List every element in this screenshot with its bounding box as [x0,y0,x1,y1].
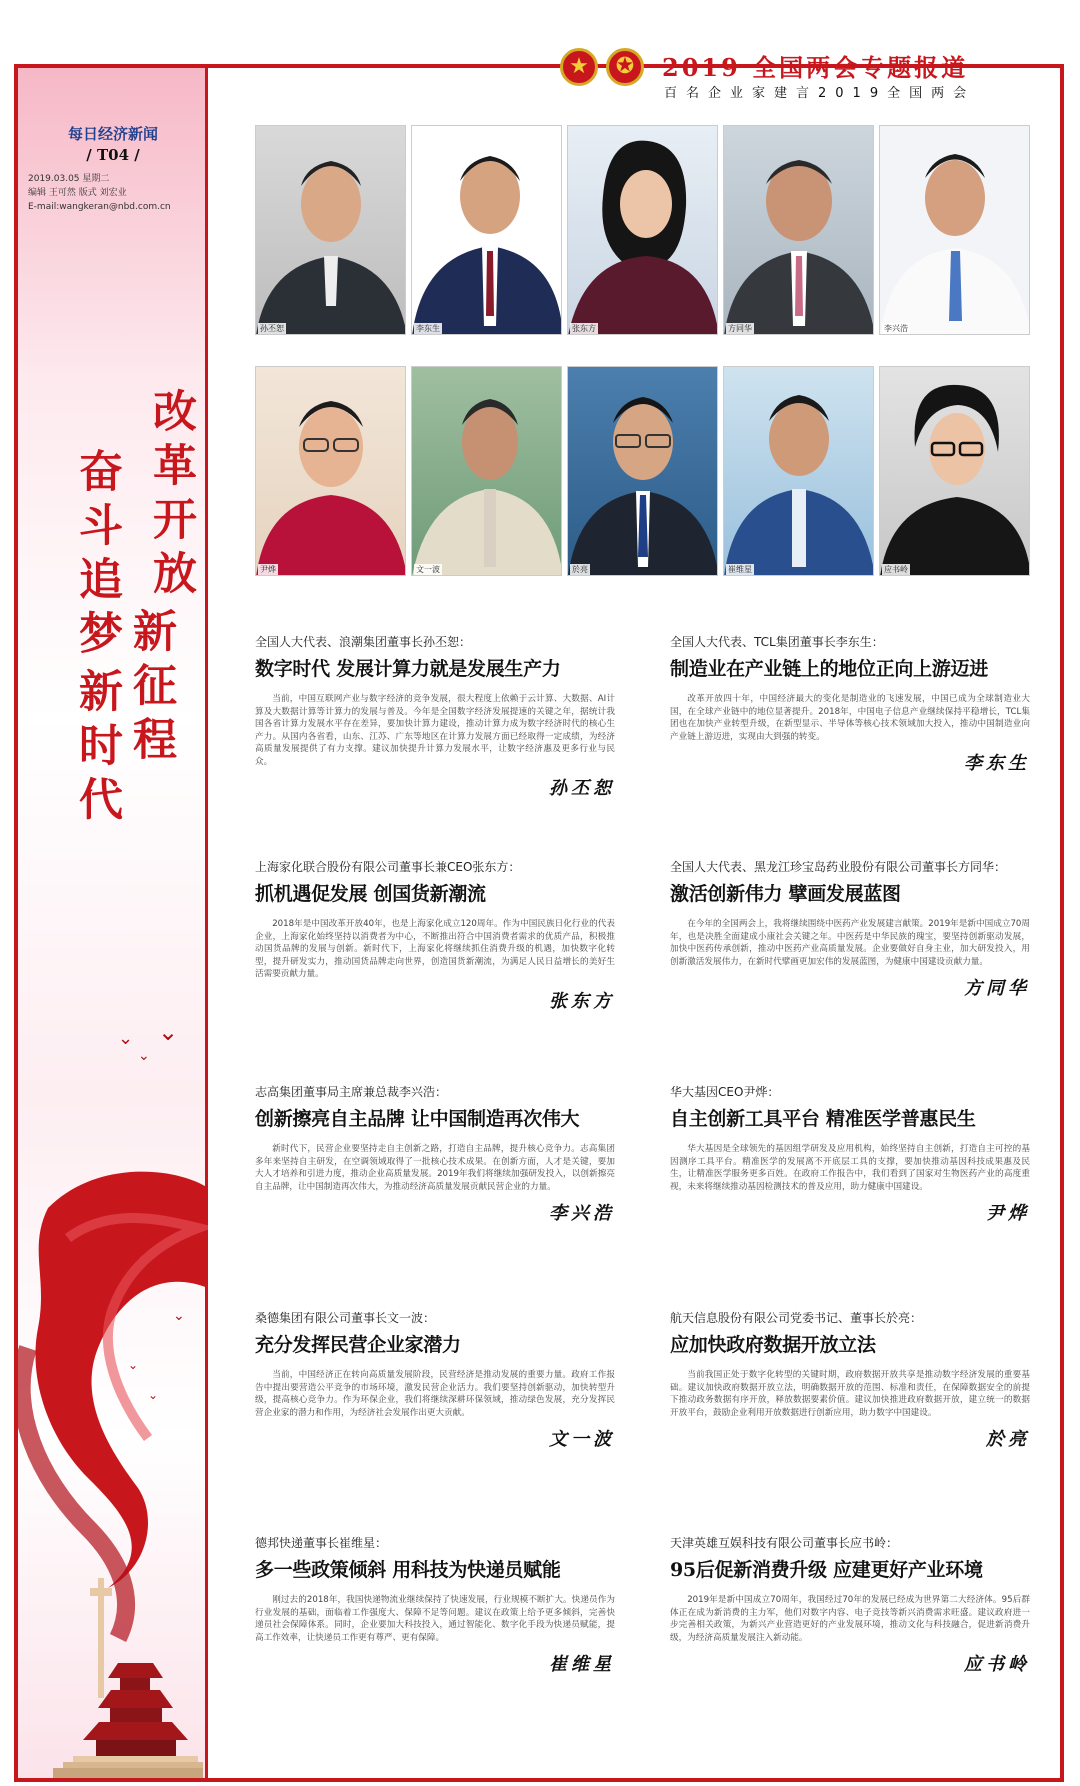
portrait-zhang-dongfang [567,125,718,335]
portrait-cui-weixing [723,366,874,576]
article-yu-liang [670,1309,1030,1451]
article-author: 华大基因CEO尹烨： [670,1085,780,1099]
bird-icon: ⌄ [158,1018,179,1046]
editor-email: E-mail:wangkeran@nbd.com.cn [28,202,171,212]
article-body: 华大基因是全球领先的基因组学研发及应用机构，始终坚持自主创新，打造自主可控的基因测序工具平台。精准医学的发展离不开底层工具的支撑，要加快推动基因科技成果惠及民生，让精准医学服务更多百姓。在政府工作报告中，我们看到了国家对生物医药产业的高度重视，未来将继续推动基因检测技术的普及应用，助力健康中国建设。 [670,1144,1030,1192]
article-author: 桑德集团有限公司董事长文一波： [255,1311,436,1325]
article-title: 抓机遇促发展 创国货新潮流 [255,883,486,905]
article-title: 充分发挥民营企业家潜力 [255,1334,461,1356]
portrait-wen-yibo [411,366,562,576]
bird-icon: ⌄ [138,1048,150,1064]
portrait-li-xinghao [879,125,1030,335]
person-icon [880,367,1030,576]
person-icon [412,367,562,576]
page-number: / T04 / [86,146,140,164]
cppcc-emblem-icon: ✪ [606,48,644,86]
article-signature: 孙丕恕 [549,778,615,799]
photo-caption: 文一波 [416,565,440,574]
article-author: 全国人大代表、黑龙江珍宝岛药业股份有限公司董事长方同华： [670,860,1007,874]
article-signature: 方同华 [964,978,1030,999]
article-body: 刚过去的2018年，我国快递物流业继续保持了快速发展，行业规模不断扩大。快递员作为行业发展的基础，面临着工作强度大、保障不足等问题。建议在政策上给予更多倾斜，完善快递员社会保障体系。同时，企业要加大科技投入，通过智能化、数字化手段为快递员赋能，提高工作效率，让快递员工作更有尊严、更有保障。 [255,1595,615,1643]
article-ying-shuling [670,1534,1030,1676]
person-icon [568,367,718,576]
editors: 编辑 王可然 版式 刘宏业 [28,188,127,198]
slogan-strive: 奋斗追梦 [71,448,122,664]
article-title: 创新擦亮自主品牌 让中国制造再次伟大 [255,1108,580,1130]
article-signature: 於亮 [986,1429,1030,1450]
article-signature: 崔维星 [549,1654,615,1675]
article-body: 当前我国正处于数字化转型的关键时期，政府数据开放共享是推动数字经济发展的重要基础。建议加快政府数据开放立法，明确数据开放的范围、标准和责任，在保障数据安全的前提下推动政务数据有序开放，释放数据要素价值。建议加快推进政府数据开放，建立统一的数据开放平台，鼓励企业利用开放数据进行创新应用，助力数字中国建设。 [670,1370,1030,1418]
article-signature: 李东生 [964,753,1030,774]
article-body: 在今年的全国两会上，我将继续围绕中医药产业发展建言献策。2019年是新中国成立70周年，也是决胜全面建成小康社会关键之年。中医药是中华民族的瑰宝，要坚持创新驱动发展，加快中医药传承创新，推动中医药产业高质量发展。企业要做好自身主业，加大研发投入，用创新激活发展伟力，在新时代擘画更加宏伟的发展蓝图，为健康中国建设贡献力量。 [670,919,1030,967]
article-author: 志高集团董事局主席兼总裁李兴浩： [255,1085,448,1099]
page-header [560,40,1075,100]
article-signature: 文一波 [549,1429,615,1450]
bird-icon: ⌄ [128,1358,139,1372]
article-wen-yibo [255,1309,615,1451]
person-icon [568,126,718,335]
issue-date: 2019.03.05 星期二 [28,174,110,184]
article-title: 激活创新伟力 擘画发展蓝图 [670,883,901,905]
article-author: 德邦快递董事长崔维星： [255,1536,388,1550]
national-emblem-icon: ★ [560,48,598,86]
photo-caption: 方同华 [728,324,752,333]
portrait-fang-tonghua [723,125,874,335]
photo-caption: 张东方 [572,324,596,333]
header-title: 2019 全国两会专题报道 [662,53,969,82]
bird-icon: ⌄ [148,1388,159,1402]
article-author: 全国人大代表、浪潮集团董事长孙丕恕： [255,635,472,649]
portrait-li-dongsheng [411,125,562,335]
newspaper-name: 每日经济新闻 [67,125,158,143]
photo-caption: 孙丕恕 [260,324,284,333]
article-zhang-dongfang [255,858,615,1013]
sidebar [18,68,208,1778]
slogan-reform: 改革开放 [145,388,196,604]
person-icon [412,126,562,335]
article-author: 天津英雄互娱科技有限公司董事长应书岭： [670,1536,899,1550]
portrait-yin-ye [255,366,406,576]
article-signature: 应书岭 [964,1654,1030,1675]
slogan-new-era: 新时代 [71,668,122,830]
article-body: 2019年是新中国成立70周年，我国经过70年的发展已经成为世界第二大经济体。95后群体正在成为新消费的主力军，他们对数字内容、电子竞技等新兴消费需求旺盛。建议政府进一步完善相关政策，为新兴产业营造更好的产业发展环境，推动文化与科技融合，促进新消费升级，为经济高质量发展注入新动能。 [670,1595,1030,1643]
temple-of-heaven-illustration [38,1568,203,1778]
person-icon [880,126,1030,335]
photo-caption: 李东生 [416,324,440,333]
photo-caption: 应书岭 [884,565,908,574]
article-title: 95后促新消费升级 应建更好产业环境 [670,1559,983,1581]
article-body: 当前，中国互联网产业与数字经济的竞争发展，很大程度上依赖于云计算、大数据、AI计算及大数据计算等计算力的发展与普及。今年是全国数字经济发展提速的关键之年，据统计我国各省计算力发展水平存在差异，要加快计算力建设，推动计算力成为数字经济时代的核心生产力。从国内各省看，山东、江苏、广东等地区在计算力发展方面已经取得一定成绩，为经济高质量发展提供了有力支撑。建议加快提升计算力发展水平，让数字经济惠及更多行业与民众。 [255,694,615,767]
person-icon [256,126,406,335]
article-body: 2018年是中国改革开放40年，也是上海家化成立120周年。作为中国民族日化行业的代表企业，上海家化始终坚持以消费者为中心，不断推出符合中国消费者需求的优质产品，积极推动国货品牌的发展与创新。新时代下，上海家化将继续抓住消费升级的机遇，加快数字化转型，提升研发实力，推动国货品牌走向世界，创造国货新潮流，为满足人民日益增长的美好生活需要贡献力量。 [255,919,615,979]
article-title: 自主创新工具平台 精准医学普惠民生 [670,1108,976,1130]
article-author: 航天信息股份有限公司党委书记、董事长於亮： [670,1311,923,1325]
article-title: 制造业在产业链上的地位正向上游迈进 [670,658,988,680]
article-li-xinghao [255,1083,615,1225]
article-body: 新时代下，民营企业要坚持走自主创新之路，打造自主品牌，提升核心竞争力。志高集团多年来坚持自主研发，在空调领域取得了一批核心技术成果。在创新方面，人才是关键，要加大人才培养和引进力度，推动企业高质量发展。2019年我们将继续加强研发投入，以创新擦亮自主品牌，让中国制造再次伟大，为推动经济高质量发展贡献民营企业的力量。 [255,1144,615,1192]
article-cui-weixing [255,1534,615,1676]
person-icon [256,367,406,576]
article-author: 全国人大代表、TCL集团董事长李东生： [670,635,884,649]
photo-caption: 崔维星 [728,565,752,574]
photo-caption: 於亮 [572,565,588,574]
article-title: 数字时代 发展计算力就是发展生产力 [255,658,561,680]
portrait-ying-shuling [879,366,1030,576]
photo-caption: 李兴浩 [884,324,908,333]
article-body: 当前，中国经济正在转向高质量发展阶段，民营经济是推动发展的重要力量。政府工作报告中提出要营造公平竞争的市场环境，激发民营企业活力。我们要坚持创新驱动，加快转型升级，提高核心竞争力。作为环保企业，我们将继续深耕环保领域，推动绿色发展，充分发挥民营企业家的潜力和作用，为经济社会发展作出更大贡献。 [255,1370,615,1418]
article-title: 应加快政府数据开放立法 [670,1334,876,1356]
article-signature: 尹烨 [986,1203,1030,1224]
photo-caption: 尹烨 [260,565,276,574]
bird-icon: ⌄ [118,1028,134,1049]
article-sun-pishu [255,633,615,800]
portrait-yu-liang [567,366,718,576]
article-yin-ye [670,1083,1030,1225]
person-icon [724,367,874,576]
article-fang-tonghua [670,858,1030,1000]
bird-icon: ⌄ [173,1308,185,1324]
person-icon [724,126,874,335]
header-subtitle: 百名企业家建言2019全国两会 [664,86,976,101]
article-signature: 张东方 [549,990,615,1012]
article-signature: 李兴浩 [549,1203,615,1224]
portrait-sun-pishu [255,125,406,335]
slogan-new-journey: 新征程 [125,608,176,770]
article-author: 上海家化联合股份有限公司董事长兼CEO张东方： [255,860,521,874]
article-li-dongsheng [670,633,1030,775]
article-title: 多一些政策倾斜 用科技为快递员赋能 [255,1559,561,1581]
article-body: 改革开放四十年，中国经济最大的变化是制造业的飞速发展，中国已成为全球制造业大国，在全球产业链中的地位显著提升。2018年，中国电子信息产业继续保持平稳增长，TCL集团也在加快产业转型升级，在新型显示、半导体等核心技术领域加大投入，推动中国制造业向产业链上游迈进，实现由大到强的转变。 [670,694,1030,742]
